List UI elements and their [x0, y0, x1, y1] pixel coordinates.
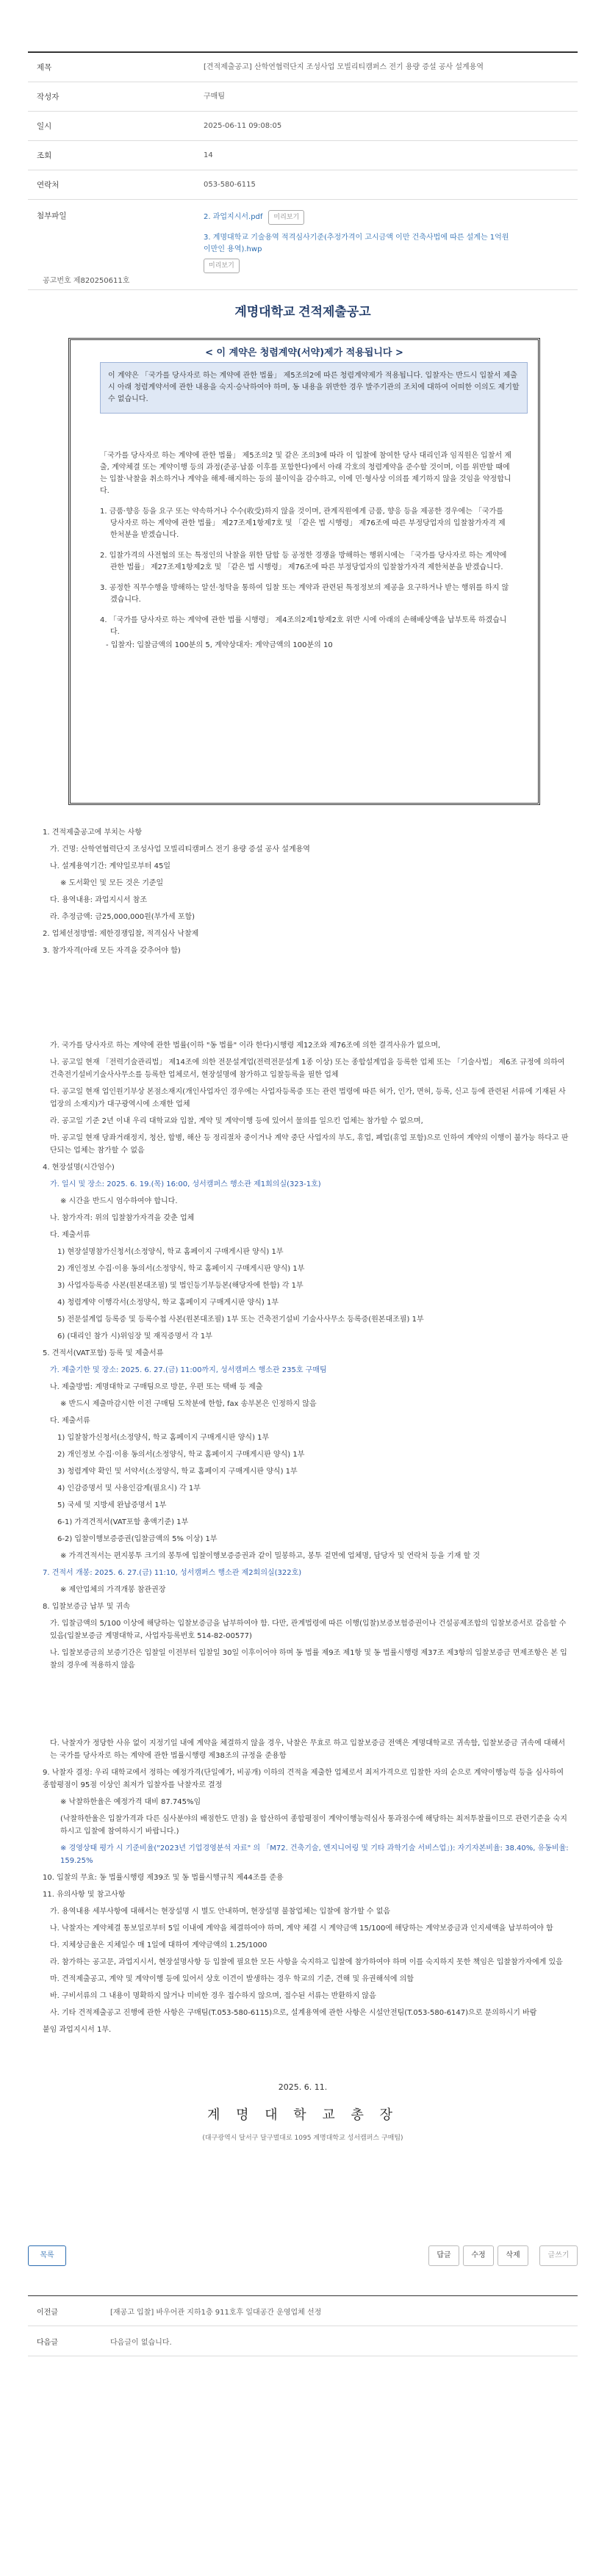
section-heading: 11. 유의사항 및 참고사항: [43, 1891, 126, 1899]
post-navigation: [28, 2295, 578, 2356]
section-line: ※ 반드시 제출마감시한 이전 구매팀 도착분에 한함, fax 송부본은 인정하지 않음: [60, 1400, 317, 1408]
section-heading: 10. 입찰의 무효: 동 법률시행령 제39조 및 동 법률시행규칙 제44조를 준용: [43, 1874, 284, 1882]
section-line: ※ 낙찰하한율은 예정가격 대비 87.745%임: [60, 1798, 201, 1806]
post-title: [견적제출공고] 산학연협력단지 조성사업 모빌리티캠퍼스 전기 용량 증설 공사 설계용역: [204, 62, 484, 71]
section-line: 나. 공고일 현재 「전력기술관리법」 제14조에 의한 전문설계업(전력전문설계 1종 이상) 또는 종합설계업을 등록한 업체 또는 「기술사법」 제6조 규정에 의하여 건축전기설비기술사사무소를 등록한 업체로서, 현장설명에 참가하고 입찰등록을 필한 업체: [50, 1058, 565, 1079]
section-line: ※ 제안업체의 가격개봉 참관권장: [60, 1586, 166, 1594]
section-heading: 4. 현장설명(시간엄수): [43, 1163, 115, 1172]
document-title: 계명대학교 견적제출공고: [234, 305, 371, 319]
notice-item: 4. 「국가를 당사자로 하는 계약에 관한 법률 시행령」 제4조의2제1항제2호 위반 시에 아래의 손해배상액을 납부토록 하겠습니다.: [100, 616, 507, 636]
post-body: [28, 261, 578, 2167]
notice-item: 1. 금품·향응 등을 요구 또는 약속하거나 수수(收受)하지 않을 것이며, 관계직원에게 금품, 향응 등을 제공한 경우에는 「국가를 당사자로 하는 계약에 관한 법률」 제27조제1항제7호 및 「같은 법 시행령」 제76조에 따른 부정당업자의 입찰참가자격 제한처분을 받겠습니다.: [100, 508, 506, 539]
list-button[interactable]: 목록: [28, 2245, 66, 2266]
meta-row-views: [28, 141, 578, 170]
section-line: ※ 도서확인 및 모든 것은 기준일: [60, 879, 164, 887]
section-line: 2) 개인정보 수집·이용 동의서(소정양식, 학교 홈페이지 구매게시판 양식) 1부: [57, 1265, 305, 1273]
next-post-row: [28, 2326, 578, 2356]
section-heading: 5. 견적서(VAT포함) 등록 및 제출서류: [43, 1349, 164, 1357]
notice-title: < 이 계약은 청렴계약(서약)제가 적용됩니다 >: [205, 347, 403, 358]
section-line: 다. 공고일 현재 업인원기부상 본점소재지(개인사업자인 경우에는 사업자등록증 또는 관련 법령에 따른 허가, 인가, 면허, 등록, 신고 등에 관련된 서류에 기재된 사업장의 소재지)가 대구광역시에 소재한 업체: [50, 1088, 566, 1108]
section-line: 마. 공고일 현재 당좌거래정지, 청산, 합병, 해산 등 정리절차 중이거나 계약 중단 사업자의 부도, 휴업, 폐업(휴업 포함)으로 인하여 계약의 이행이 불가능 하다고 판단되는 업체는 참가할 수 없음: [50, 1134, 569, 1155]
meta-row-title: [28, 53, 578, 82]
next-label: 다음글: [37, 2338, 58, 2347]
issuer-address: (대구광역시 달서구 달구벌대로 1095 계명대학교 성서캠퍼스 구매팀): [202, 2135, 403, 2142]
section-2: [43, 1039, 572, 1676]
section-line: 다. 제출서류: [50, 1231, 90, 1239]
section-line: 6) (대리인 참가 시)위임장 및 재직증명서 각 1부: [57, 1332, 212, 1341]
section-heading: 3. 참가자격(아래 모든 자격을 갖추어야 함): [43, 947, 181, 955]
meta-label: 작성자: [37, 93, 60, 101]
section-line: 사. 기타 견적제출공고 진행에 관한 사항은 구매팀(T.053-580-6115)으로, 설계용역에 관한 사항은 시설안전팀(T.053-580-6147)으로 문의하시기 바람: [50, 2009, 537, 2017]
meta-row-contact: [28, 170, 578, 200]
author-value: 구매팀: [204, 92, 225, 101]
meta-row-author: [28, 82, 578, 112]
edit-button[interactable]: 수정: [463, 2245, 494, 2266]
preview-button[interactable]: 미리보기: [268, 210, 304, 225]
attachment-note: 붙임 과업지시서 1부.: [43, 2026, 112, 2034]
meta-label: 제목: [37, 63, 52, 72]
notice-highlight: 이 계약은 「국가를 당사자로 하는 계약에 관한 법률」 제5조의2에 따른 청렴계약제가 적용됩니다. 입찰자는 반드시 입찰서 제출시 아래 청렴계약서에 관한 내용을 숙지·승낙하여야 하며, 동 내용을 위반한 경우 발주기관의 조치에 대하여 어떠한 이의도 제기할 수 없습니다.: [100, 362, 528, 414]
section-3: [43, 1737, 572, 2024]
section-line: 2) 개인정보 수집·이용 동의서(소정양식, 학교 홈페이지 구매게시판 양식) 1부: [57, 1451, 305, 1459]
contact-value: 053-580-6115: [204, 180, 256, 189]
section-heading: 8. 입찰보증금 납부 및 귀속: [43, 1603, 130, 1611]
section-line: 나. 설계용역기간: 계약일로부터 45일: [50, 862, 171, 870]
financial-ratio-note: ※ 경영상태 평가 시 기준비율("2023년 기업경영분석 자료" 의 「M72. 건축기술, 엔지니어링 및 기타 과학기술 서비스업」): 자기자본비율: 38.40%, 유동비율: 159.25%: [60, 1844, 569, 1865]
section-heading: 2. 업체선정방법: 제한경쟁입찰, 적격심사 낙찰제: [43, 930, 199, 938]
section-line: 다. 제출서류: [50, 1417, 90, 1425]
prev-post-link[interactable]: [재공고 입찰] 바우어관 지하1층 911호후 일대공간 운영업체 선정: [110, 2308, 322, 2317]
section-line: 6-1) 가격견적서(VAT포함 총액기준) 1부: [57, 1518, 189, 1526]
section-line: 나. 낙찰자는 계약체결 통보일로부터 5일 이내에 계약을 체결하여야 하며, 계약 체결 시 계약금액 15/100에 해당하는 계약보증금과 인지세액을 납부하여야 함: [50, 1924, 553, 1933]
issuer-name: 계 명 대 학 교 총 장: [206, 2107, 399, 2123]
section-line: 가. 용역내용 세부사항에 대해서는 현장설명 시 별도 안내하며, 현장설명 불참업체는 입찰에 참가할 수 없음: [50, 1908, 391, 1916]
date-value: 2025-06-11 09:08:05: [204, 121, 282, 130]
integrity-notice-box: [68, 338, 540, 805]
section-line: (낙찰하한율은 입찰가격과 다른 심사분야의 배점한도 만점) 을 합산하여 종합평점이 계약이행능력심사 통과점수에 해당하는 최저투찰률이므로 관련기준을 숙지하시고 입찰에 참여하시기 바랍니다.): [60, 1815, 567, 1836]
section-line: 1) 입찰참가신청서(소정양식, 학교 홈페이지 구매게시판 양식) 1부: [57, 1434, 270, 1442]
attachment-link[interactable]: 2. 과업지시서.pdf: [204, 213, 263, 221]
prev-label: 이전글: [37, 2308, 58, 2317]
section-line: 다. 지체상금율은 지체일수 매 1일에 대하여 계약금액의 1.25/1000: [50, 1941, 267, 1949]
write-button[interactable]: 글쓰기: [539, 2245, 578, 2266]
notice-item: 2. 입찰가격의 사전협의 또는 특정인의 낙찰을 위한 담합 등 공정한 경쟁을 방해하는 행위시에는 「국가를 당사자로 하는 계약에 관한 법률」 제27조제1항제2호 및 「같은 법 시행령」 제76조에 따른 부정당업자의 입찰참가자격 제한처분을 받겠습니다.: [100, 552, 507, 571]
section-heading: 1. 견적제출공고에 부치는 사항: [43, 829, 142, 837]
section-line: 4) 청렴계약 이행각서(소정양식, 학교 홈페이지 구매게시판 양식) 1부: [57, 1299, 279, 1307]
section-line: 라. 공고일 기준 2년 이내 우리 대학교와 입찰, 계약 및 계약이행 등에 있어서 물의를 일으킨 업체는 참가할 수 없으며,: [50, 1117, 423, 1125]
views-value: 14: [204, 151, 213, 159]
section-line: 가. 국가를 당사자로 하는 계약에 관한 법률(이하 "동 법률" 이라 한다)시행령 제12조와 제76조에 의한 결격사유가 없으며,: [50, 1042, 441, 1050]
action-bar: [28, 2245, 578, 2267]
section-line: 바. 구비서류의 그 내용이 명확하지 않거나 미비한 경우 접수하지 않으며, 접수된 서류는 반환하지 않음: [50, 1992, 376, 2000]
meta-row-date: [28, 112, 578, 141]
section-line: ※ 시간을 반드시 엄수하여야 합니다.: [60, 1197, 178, 1205]
notice-body: [100, 450, 511, 660]
attachment-item: [204, 210, 578, 225]
post-meta-table: [28, 51, 578, 290]
section-line: 4) 인감증명서 및 사용인감계(필요시) 각 1부: [57, 1484, 201, 1493]
section-line: 다. 용역내용: 과업지시서 참조: [50, 896, 148, 904]
section-line: 다. 낙찰자가 정당한 사유 없이 지정기일 내에 계약을 체결하지 않을 경우, 낙찰은 무효로 하고 입찰보증금 전액은 계명대학교로 귀속함, 입찰보증금 귀속에 대해서는 국가를 당사자로 하는 계약에 관한 법률시행령 제38조의 규정을 준용함: [50, 1739, 566, 1760]
opening-datetime: 7. 견적서 개봉: 2025. 6. 27.(금) 11:10, 성서캠퍼스 행소관 제2회의실(322호): [43, 1569, 302, 1577]
section-line: 라. 추정금액: 금25,000,000원(부가세 포함): [50, 913, 195, 921]
preview-button[interactable]: 미리보기: [204, 259, 240, 273]
reply-button[interactable]: 답글: [428, 2245, 459, 2266]
section-line: 나. 제출방법: 계명대학교 구매팀으로 방문, 우편 또는 택배 등 제출: [50, 1383, 263, 1391]
section-line: 라. 참가하는 공고문, 과업지시서, 현장설명사항 등 입찰에 필요한 모든 사항을 숙지하고 입찰에 참가하여야 하며 이를 숙지하지 못한 책임은 입찰참가자에게 있음: [50, 1958, 563, 1966]
meta-label: 연락처: [37, 181, 60, 190]
issue-date: 2025. 6. 11.: [278, 2082, 328, 2092]
section-line: 1) 현장설명참가신청서(소정양식, 학교 홈페이지 구매게시판 양식) 1부: [57, 1248, 284, 1256]
section-line: 3) 청렴계약 확인 및 서약서(소정양식, 학교 홈페이지 구매게시판 양식) 1부: [57, 1468, 298, 1476]
announcement-number: 공고번호 제820250611호: [43, 277, 130, 285]
attachment-link[interactable]: 3. 계명대학교 기술용역 적격심사기준(추정가격이 고시금액 이만 건축사법에 따른 설계는 1억원 이만인 용역).hwp: [204, 234, 509, 253]
notice-item: 3. 공정한 직무수행을 방해하는 알선·청탁을 통하여 입찰 또는 계약과 관련된 특정정보의 제공을 요구하거나 받는 행위를 하지 않겠습니다.: [100, 584, 509, 604]
prev-post-row[interactable]: [28, 2296, 578, 2326]
notice-intro: 「국가를 당사자로 하는 계약에 관한 법률」 제5조의2 및 같은 조의3에 따라 이 입찰에 참여한 당사 대리인과 임직원은 입찰서 제출, 계약체결 또는 계약이행 등의 과정(준공·납품 이후를 포함한다)에서 아래 각호의 청렴계약을 준수할 것이며, 이를 위반할 때에는 입찰·낙찰을 취소하거나 계약을 해제·해지하는 등의 불이익을 감수하고, 이에 민·형사상 이의를 제기하지 않을 것임을 약정합니다.: [100, 452, 511, 495]
section-line: 5) 전문설계업 등록증 및 등록수첩 사본(원본대조필) 1부 또는 건축전기설비 기술사사무소 등록증(원본대조필) 1부: [57, 1316, 424, 1324]
section-1: [43, 826, 572, 962]
section-line: 3) 사업자등록증 사본(원본대조필) 및 법인등기부등본(해당자에 한함) 각 1부: [57, 1282, 304, 1290]
section-line: 가. 건명: 산학연협력단지 조성사업 모빌리티캠퍼스 전기 용량 증설 공사 설계용역: [50, 845, 310, 854]
meta-label: 일시: [37, 122, 52, 131]
delete-button[interactable]: 삭제: [498, 2245, 528, 2266]
meta-label: 조회: [37, 151, 52, 160]
section-line: 가. 입찰금액의 5/100 이상에 해당하는 입찰보증금을 납부하여야 함. 다만, 관계법령에 따른 이행(입찰)보증보험증권이나 건설공제조합의 입찰보증서로 갈음할 수 있음(입찰보증금 계명대학교, 사업자등록번호 514-82-00577): [50, 1620, 567, 1640]
section-line: 마. 견적제출공고, 계약 및 계약이행 등에 있어서 상호 이견이 발생하는 경우 학교의 기준, 견해 및 유권해석에 의함: [50, 1975, 414, 1983]
briefing-datetime: 가. 일시 및 장소: 2025. 6. 19.(목) 16:00, 성서캠퍼스 행소관 제1회의실(323-1호): [50, 1180, 321, 1188]
submission-deadline: 가. 제출기한 및 장소: 2025. 6. 27.(금) 11:00까지, 성서캠퍼스 행소관 235호 구매팀: [50, 1366, 327, 1374]
section-heading: 9. 낙찰자 결정: 우리 대학교에서 정하는 예정가격(단일예가, 비공개) 이하의 견적을 제출한 업체로서 최저가격으로 입찰한 자의 순으로 계약이행능력 등을 심사하여 종합평점이 95점 이상인 최저가 입찰자를 낙찰자로 결정: [43, 1769, 564, 1789]
meta-label: 첨부파일: [37, 212, 67, 220]
section-line: 6-2) 입찰이행보증증권(입찰금액의 5% 이상) 1부: [57, 1535, 218, 1543]
section-line: 나. 입찰보증금의 보증기간은 입찰일 이전부터 입찰일 30일 이후이어야 하며 동 법률 제9조 제1항 및 동 법률시행령 제37조 제3항의 입찰보증금 면제조항은 본 입찰의 경우에 적용하지 않음: [50, 1649, 567, 1670]
next-post-value: 다음글이 없습니다.: [110, 2338, 172, 2347]
section-line: 나. 참가자격: 위의 입찰참가자격을 갖춘 업체: [50, 1214, 195, 1222]
section-line: ※ 가격견적서는 편지봉투 크기의 봉투에 입찰이행보증증권과 같이 밀봉하고, 봉투 겉면에 업체명, 담당자 및 연락처 등을 기재 할 것: [60, 1552, 481, 1560]
section-line: 5) 국세 및 지방세 완납증명서 1부: [57, 1501, 167, 1509]
notice-item: - 입찰자: 입찰금액의 100분의 5, 계약상대자: 계약금액의 100분의 10: [106, 641, 333, 649]
